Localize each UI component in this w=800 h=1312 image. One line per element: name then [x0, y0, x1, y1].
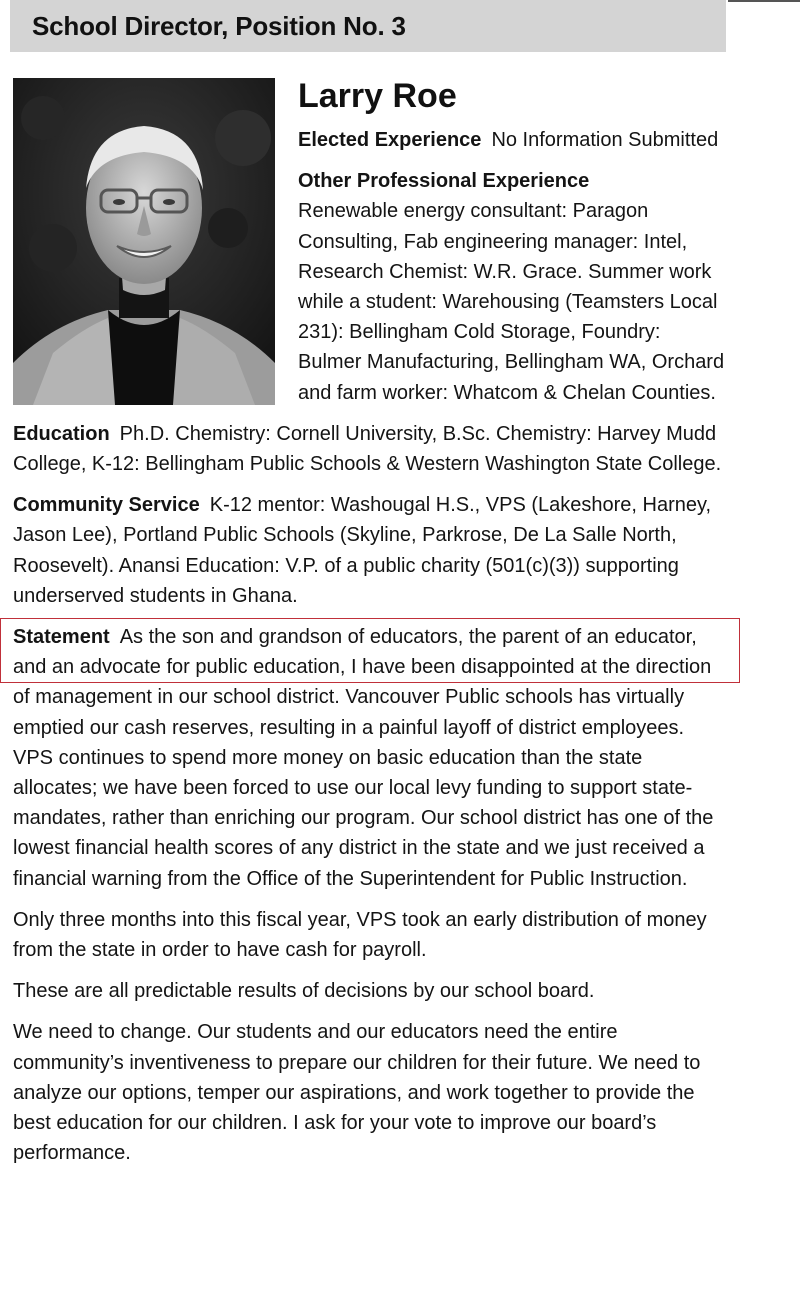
community-service-label: Community Service	[13, 494, 200, 517]
community-service	[13, 490, 725, 611]
candidate-name: Larry Roe	[298, 77, 457, 115]
community-service-text: K-12 mentor: Washougal H.S., VPS (Lakeshore, Harney, Jason Lee), Portland Public Schools (Skyline, Parkrose, De La Salle North, Roosevelt). Anansi Education: V.P. of a public charity (501(c)(3)) supporting underserved students in Ghana.	[13, 494, 712, 607]
statement-text-1: As the son and grandson of educators, the parent of an educator, and an advocate for public education, I have been disappointed at the direction of management in our school district. Vancouver Public schools has virtually emptied our cash reserves, resulting in a painful layoff of district employees. VPS continues to spend more money on basic education than the state allocates; we have been forced to use our local levy funding to support state-mandates, rather than enriching our program. Our school district has one of the lowest financial health scores of any district in the state and we just received a financial warning from the Office of the Superintendent for Public Instruction.	[13, 626, 714, 890]
elected-experience-text: No Information Submitted	[491, 129, 719, 151]
candidate-portrait-icon	[13, 78, 275, 405]
top-rule	[728, 0, 800, 2]
candidate-entry	[13, 77, 725, 1180]
candidate-photo	[13, 78, 275, 405]
education	[13, 419, 725, 479]
statement-paragraph-4: We need to change. Our students and our educators need the entire community’s inventiveness to prepare our children for their future. We need to analyze our options, temper our aspirations, and work together to provide the best education for our children. I ask for your vote to improve our board’s performance.	[13, 1021, 701, 1165]
statement-label: Statement	[13, 626, 110, 649]
section-title: School Director, Position No. 3	[32, 10, 406, 41]
statement-paragraph-1	[13, 622, 725, 894]
elected-experience-label: Elected Experience	[298, 129, 482, 151]
professional-experience-text: Renewable energy consultant: Paragon Consulting, Fab engineering manager: Intel, Research Chemist: W.R. Grace. Summer work while a student: Warehousing (Teamsters Local 231): Bellingham Cold Storage, Foundry: Bulmer Manufacturing, Bellingham WA, Orchard and farm worker: Whatcom & Chelan Counties.	[298, 200, 725, 404]
education-text: Ph.D. Chemistry: Cornell University, B.Sc. Chemistry: Harvey Mudd College, K-12: Bellingham Public Schools & Western Washington State College.	[13, 422, 722, 476]
statement-paragraph-2: Only three months into this fiscal year, VPS took an early distribution of money from the state in order to have cash for payroll.	[13, 908, 707, 962]
statement-paragraph-3: These are all predictable results of decisions by our school board.	[13, 980, 595, 1003]
professional-experience-label: Other Professional Experience	[298, 170, 590, 193]
education-label: Education	[13, 422, 110, 445]
section-header	[10, 0, 726, 52]
